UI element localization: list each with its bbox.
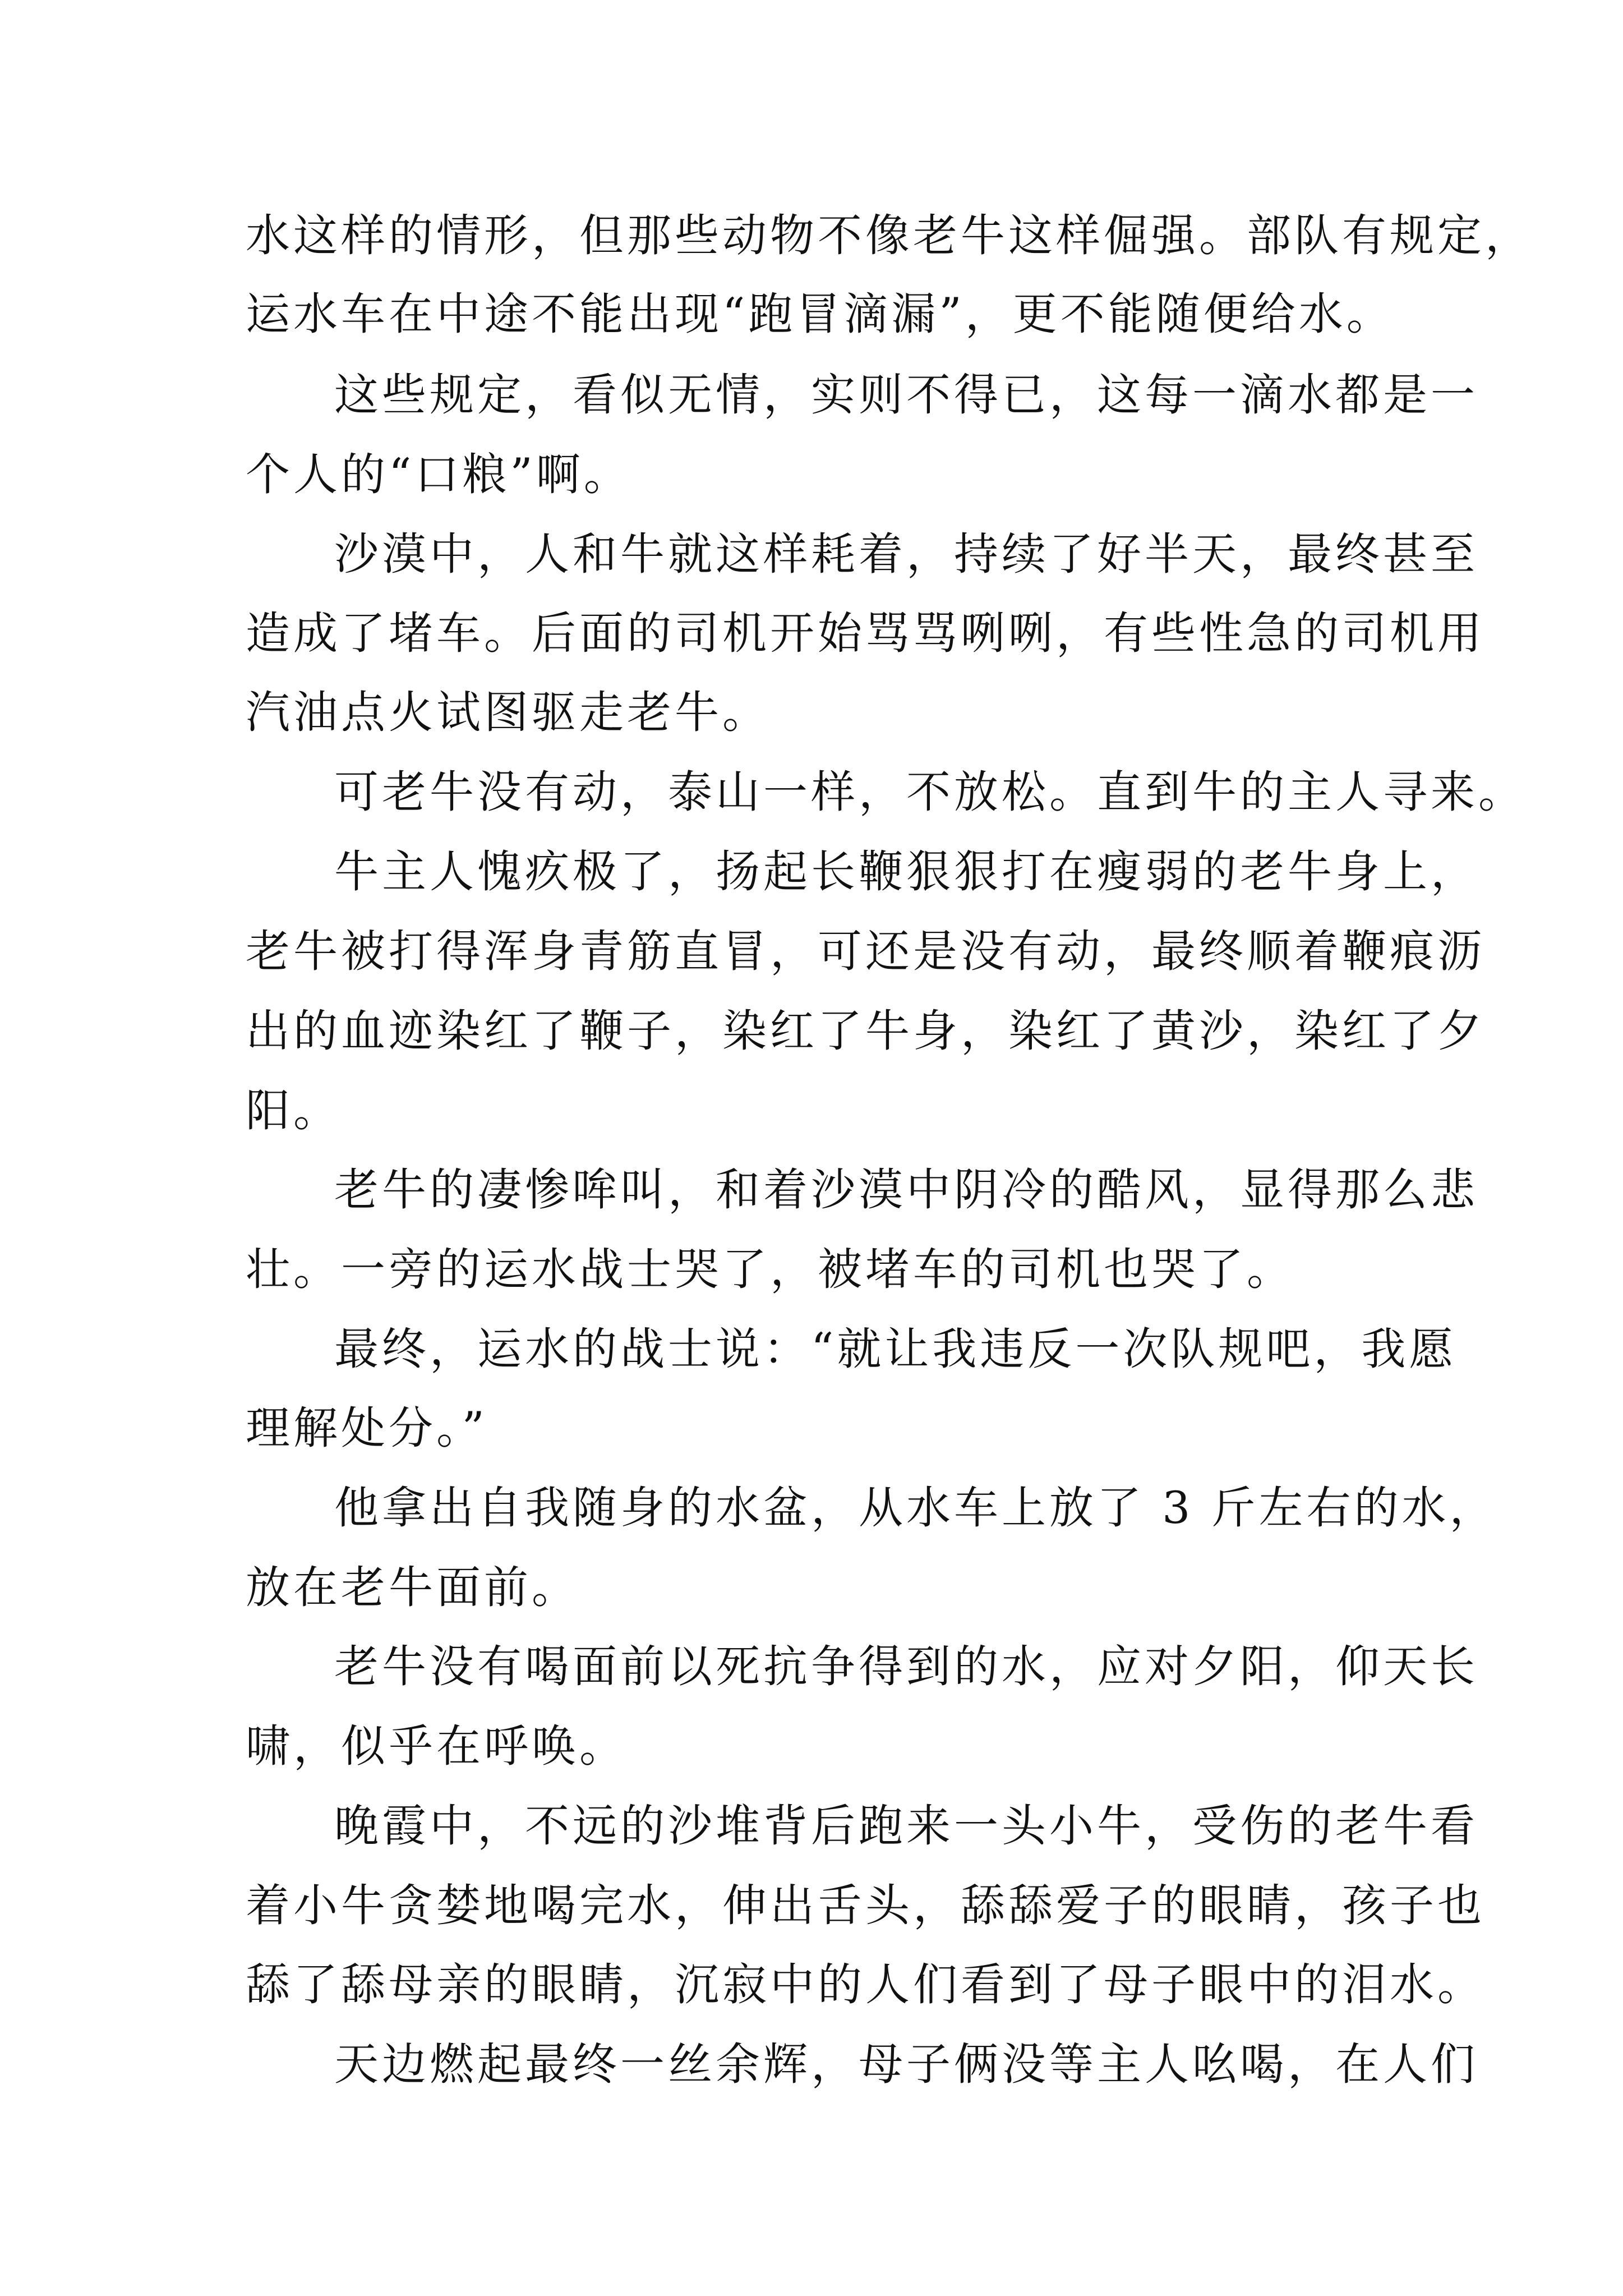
text-line: 水这样的情形，但那些动物不像老牛这样倔强。部队有规定， [246,210,1533,261]
text-line: 造成了堵车。后面的司机开始骂骂咧咧，有些性急的司机用 [246,608,1485,659]
text-line: 放在老牛面前。 [246,1562,579,1613]
text-line: 啸，似乎在呼唤。 [246,1720,627,1772]
text-line: 晚霞中，不远的沙堆背后跑来一头小牛，受伤的老牛看 [334,1800,1478,1852]
text-line: 运水车在中途不能出现“跑冒滴漏”，更不能随便给水。 [246,288,1394,340]
text-line: 天边燃起最终一丝余辉，母子俩没等主人吆喝，在人们 [334,2039,1478,2090]
text-line: 舔了舔母亲的眼睛，沉寂中的人们看到了母子眼中的泪水。 [246,1959,1485,2010]
text-line: 这些规定，看似无情，实则不得已，这每一滴水都是一 [334,369,1478,421]
text-line: 壮。一旁的运水战士哭了，被堵车的司机也哭了。 [246,1244,1294,1295]
text-line: 理解处分。” [246,1402,488,1454]
text-line: 阳。 [246,1085,341,1137]
text-line: 汽油点火试图驱走老牛。 [246,687,770,738]
text-line: 老牛没有喝面前以死抗争得到的水，应对夕阳，仰天长 [334,1641,1478,1692]
text-line: 最终，运水的战士说：“就让我违反一次队规吧，我愿 [334,1323,1457,1375]
text-line: 老牛被打得浑身青筋直冒，可还是没有动，最终顺着鞭痕沥 [246,926,1485,977]
text-line: 着小牛贪婪地喝完水，伸出舌头，舔舔爱子的眼睛，孩子也 [246,1880,1485,1931]
text-line: 他拿出自我随身的水盆，从水车上放了 3 斤左右的水， [334,1482,1497,1534]
text-line: 个人的“口粮”啊。 [246,449,631,500]
text-line: 可老牛没有动，泰山一样，不放松。直到牛的主人寻来。 [334,766,1526,818]
text-line: 沙漠中，人和牛就这样耗着，持续了好半天，最终甚至 [334,528,1478,580]
text-line: 牛主人愧疚极了，扬起长鞭狠狠打在瘦弱的老牛身上， [334,846,1478,898]
text-line: 老牛的凄惨哞叫，和着沙漠中阴冷的酷风，显得那么悲 [334,1164,1478,1216]
text-line: 出的血迹染红了鞭子，染红了牛身，染红了黄沙，染红了夕 [246,1005,1485,1057]
